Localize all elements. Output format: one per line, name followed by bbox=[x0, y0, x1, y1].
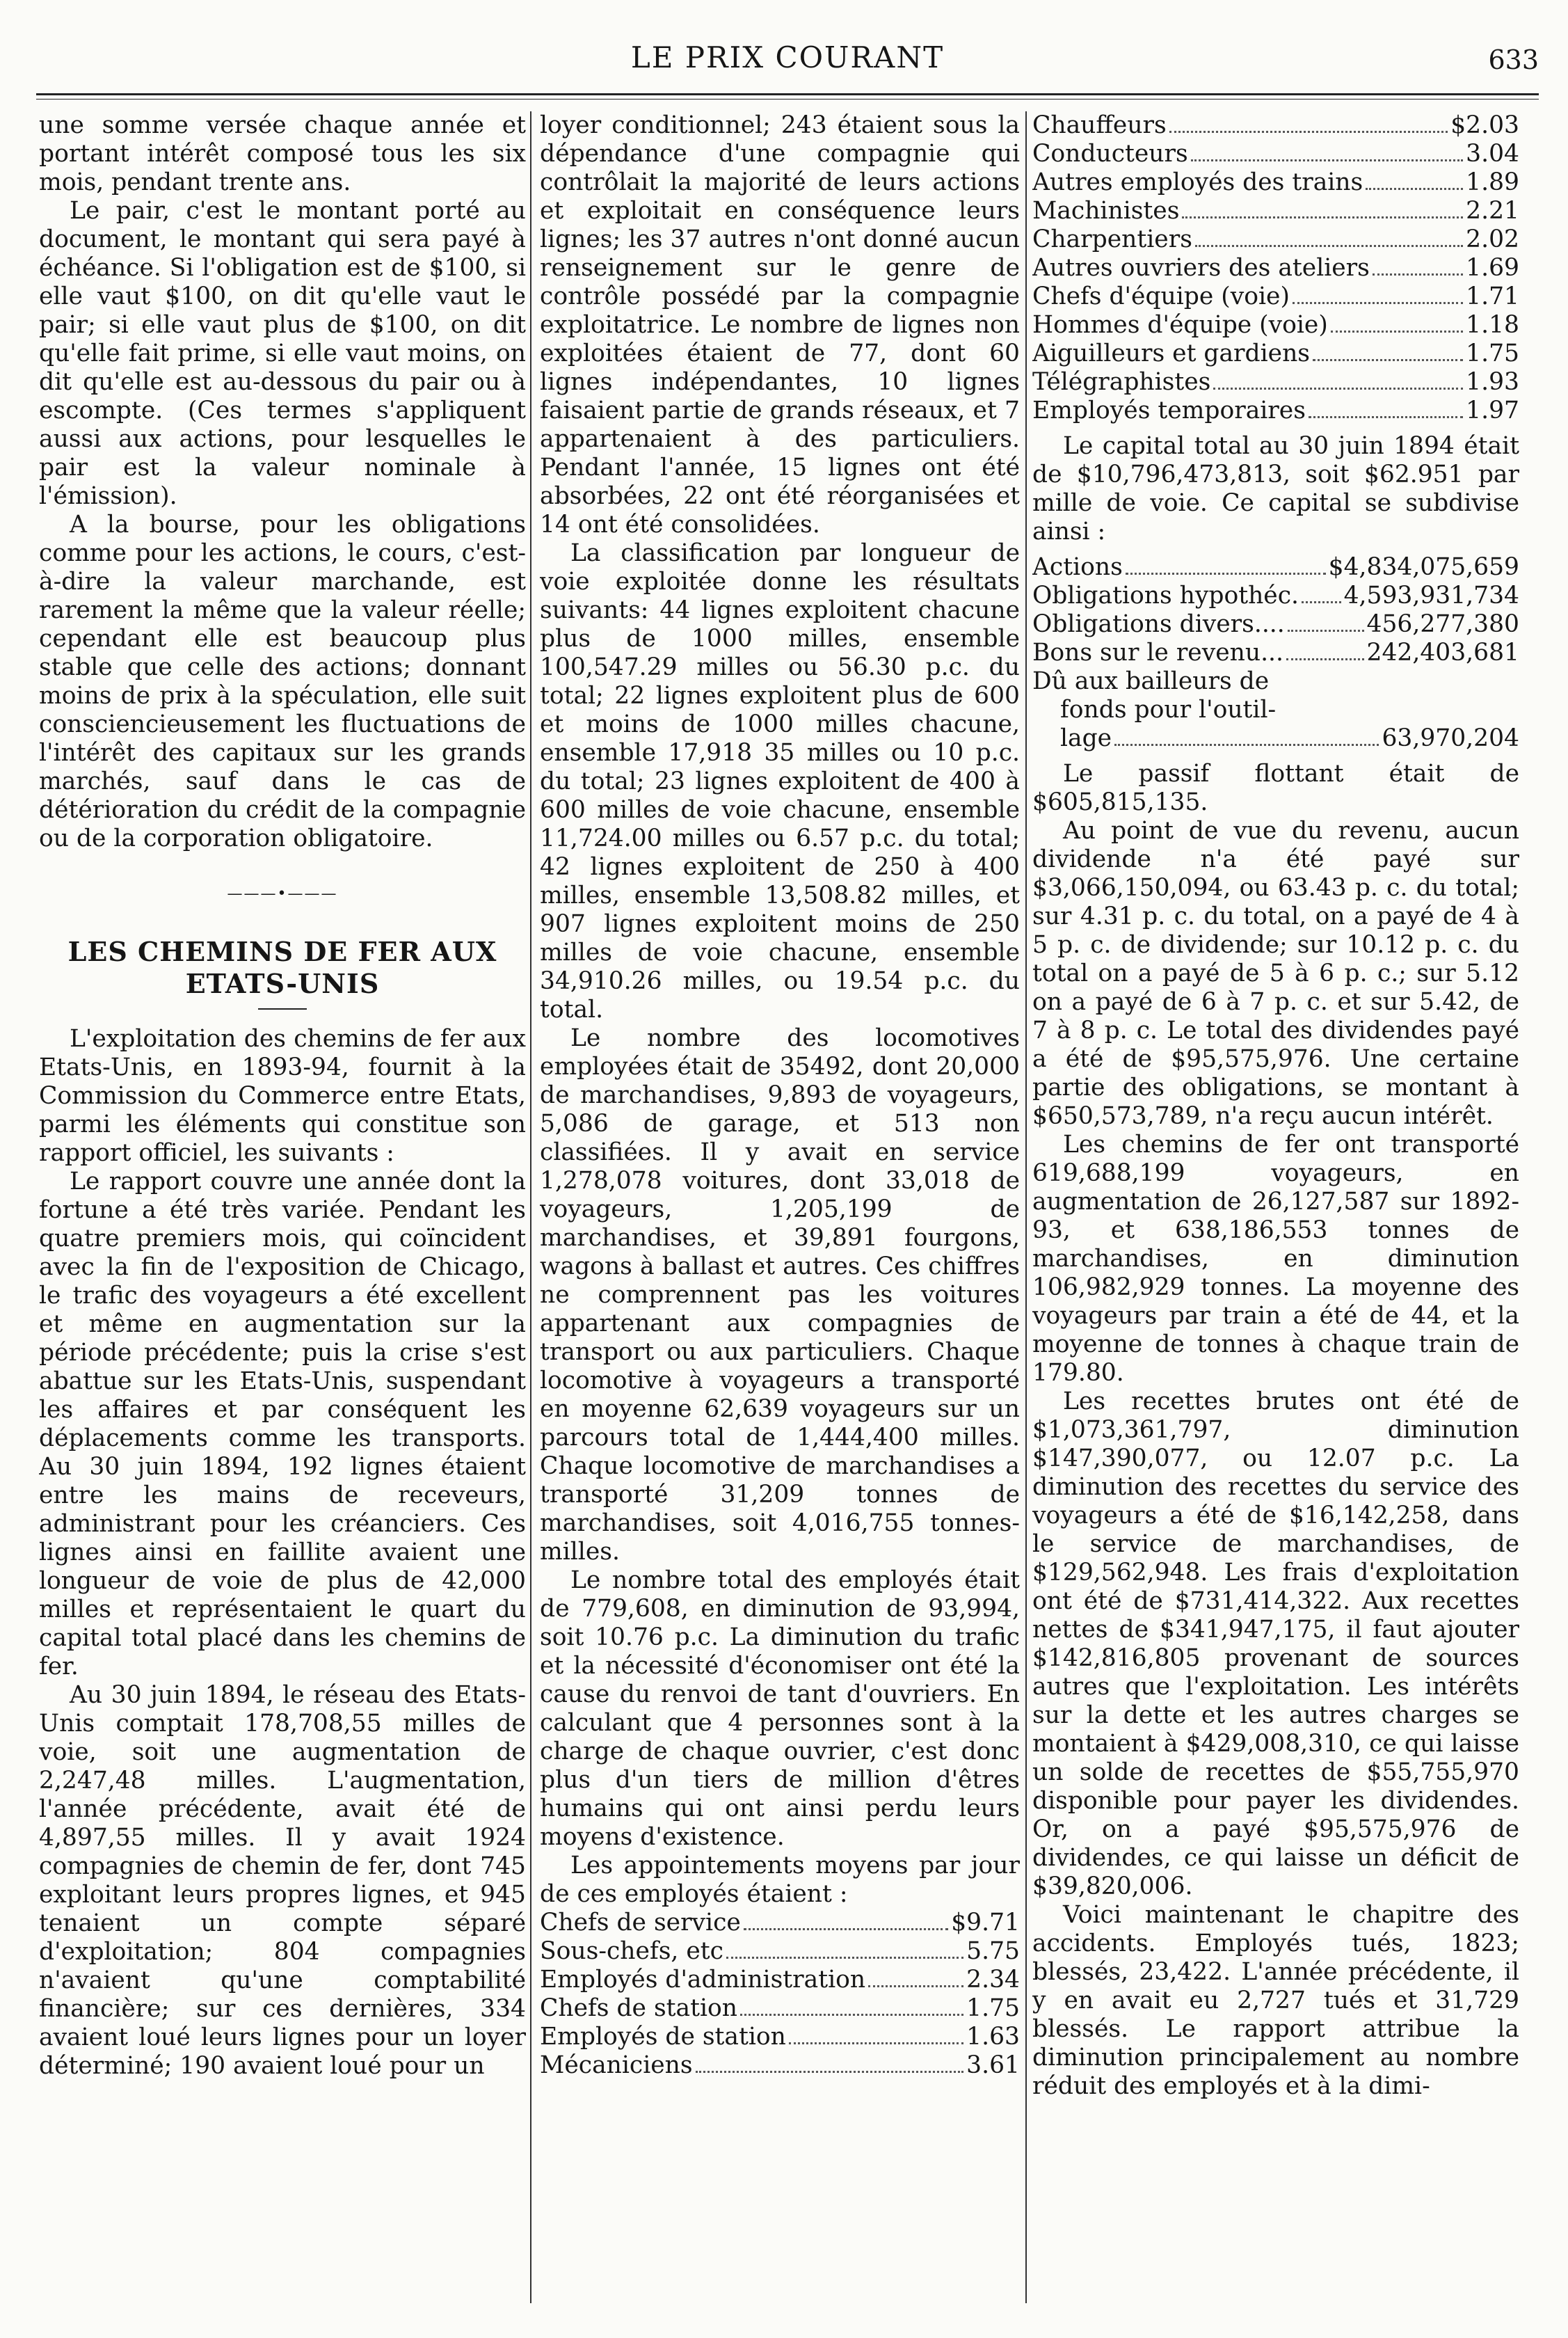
paragraph: une somme versée chaque année et portant intérêt composé tous les six mois, pendant trente ans. bbox=[39, 111, 526, 196]
article-heading bbox=[39, 936, 526, 1000]
wage-label: Employés de station bbox=[540, 2023, 786, 2051]
capital-row bbox=[1032, 582, 1519, 610]
wage-row bbox=[1032, 311, 1519, 340]
dot-leader bbox=[1169, 131, 1448, 133]
page-header bbox=[36, 40, 1539, 89]
wage-row bbox=[1032, 168, 1519, 197]
wage-value: 1.75 bbox=[1466, 340, 1519, 367]
wage-label: Employés d'administration bbox=[540, 1966, 866, 1994]
paragraph: Le capital total au 30 juin 1894 était de $10,796,473,813, soit $62.951 par mille de voie. Ce capital se subdivise ainsi : bbox=[1032, 432, 1519, 546]
dot-leader bbox=[1309, 416, 1463, 418]
wage-value: 1.75 bbox=[966, 1994, 1020, 2022]
capital-label: Obligations hypothéc. bbox=[1032, 582, 1299, 610]
dot-leader bbox=[1331, 331, 1463, 333]
capital-label: Actions bbox=[1032, 553, 1123, 581]
wage-row bbox=[1032, 197, 1519, 225]
wage-row bbox=[1032, 340, 1519, 368]
paragraph: Au point de vue du revenu, aucun dividende n'a été payé sur $3,066,150,094, ou 63.43 p. c. du total; sur 4.31 p. c. du total, on a payé de 4 à 5 p. c. de dividende; sur 10.12 p. c. du total on a payé de 5 à 6 p. c.; sur 5.12 on a payé de 6 à 7 p. c. et sur 5.42, de 7 à 8 p. c. Le total des dividendes payé a été de $95,575,976. Une certaine partie des obligations, se montant à $650,573,789, n'a reçu aucun intérêt. bbox=[1032, 817, 1519, 1130]
dot-leader bbox=[1213, 388, 1463, 390]
wage-value: 1.93 bbox=[1466, 368, 1519, 396]
capital-row bbox=[1032, 639, 1519, 667]
wage-value: 3.61 bbox=[966, 2051, 1020, 2079]
paragraph: Le rapport couvre une année dont la fortune a été très variée. Pendant les quatre premiers mois, qui coïncident avec la fin de l'exposition de Chicago, le trafic des voyageurs a été excellent et même en augmentation sur la période précédente; puis la crise s'est abattue sur les Etats-Unis, suspendant les affaires et par conséquent les déplacements comme les transports. Au 30 juin 1894, 192 lignes étaient entre les mains de receveurs, administrant pour les créanciers. Ces lignes ainsi en faillite avaient une longueur de voie de plus de 42,000 milles et représentaient le quart du capital total placé dans les chemins de fer. bbox=[39, 1168, 526, 1680]
paragraph: Les recettes brutes ont été de $1,073,361,797, diminution $147,390,077, ou 12.07 p.c. La diminution des recettes du service des voyageurs a été de $16,142,258, dans le service de marchandises, de $129,562,948. Les frais d'exploitation ont été de $731,414,322. Aux recettes nettes de $341,947,175, il faut ajouter $142,816,805 provenant de sources autres que l'exploitation. Les intérêts sur la dette et les autres charges se montaient à $429,008,310, ce qui laisse un solde de recettes de $55,755,970 disponible pour payer les dividendes. Or, on a payé $95,575,976 de dividendes, ce qui laisse un déficit de $39,820,006. bbox=[1032, 1387, 1519, 1900]
wage-label: Hommes d'équipe (voie) bbox=[1032, 311, 1328, 339]
capital-row bbox=[1032, 724, 1519, 753]
paragraph: Le passif flottant était de $605,815,135. bbox=[1032, 760, 1519, 816]
dot-leader bbox=[696, 2071, 964, 2073]
dot-leader bbox=[740, 2014, 963, 2016]
wage-row bbox=[540, 2051, 1020, 2080]
wage-label: Conducteurs bbox=[1032, 140, 1188, 168]
capital-value: 242,403,681 bbox=[1366, 639, 1519, 667]
article-heading-line: LES CHEMINS DE FER AUX bbox=[67, 936, 497, 967]
paragraph: Le nombre total des employés était de 779,608, en diminution de 93,994, soit 10.76 p.c. La diminution du trafic et la nécessité d'économiser ont été la cause du renvoi de tant d'ouvriers. En calculant que 4 personnes sont à la charge de chaque ouvrier, c'est donc plus d'un tiers de million d'êtres humains qui ont ainsi perdu leurs moyens d'existence. bbox=[540, 1566, 1020, 1851]
dot-leader bbox=[1182, 216, 1463, 218]
wage-label: Charpentiers bbox=[1032, 225, 1192, 253]
dot-leader bbox=[789, 2042, 963, 2044]
paragraph: Le pair, c'est le montant porté au document, le montant qui sera payé à échéance. Si l'obligation est de $100, si elle vaut $100, on dit qu'elle vaut le pair; si elle vaut plus de $100, on dit qu'elle fait prime, si elle vaut moins, on dit qu'elle est au-dessous du pair ou à escompte. (Ces termes s'appliquent aussi aux actions, pour lesquelles le pair est la valeur nominale à l'émission). bbox=[39, 197, 526, 510]
dot-leader bbox=[744, 1928, 948, 1930]
wages-table bbox=[540, 1909, 1020, 2080]
section-ornament: ———•——— bbox=[227, 885, 338, 902]
dot-leader bbox=[868, 1985, 963, 1987]
wage-value: 2.21 bbox=[1466, 197, 1519, 225]
column-1 bbox=[39, 111, 526, 2303]
capital-value: 4,593,931,734 bbox=[1343, 582, 1519, 610]
wage-label: Machinistes bbox=[1032, 197, 1180, 225]
paragraph: La classification par longueur de voie exploitée donne les résultats suivants: 44 lignes exploitent chacune plus de 1000 milles, ensemble 100,547.29 milles ou 56.30 p.c. du total; 22 lignes exploitent plus de 600 et moins de 1000 milles chacune, ensemble 17,918 35 milles ou 10 p.c. du total; 23 lignes exploitent de 400 à 600 milles de voie chacune, ensemble 11,724.00 milles ou 6.57 p.c. du total; 42 lignes exploitent de 250 à 400 milles, ensemble 13,508.82 milles, et 907 lignes exploitent moins de 250 milles de voie chacune, ensemble 34,910.26 milles, ou 19.54 p.c. du total. bbox=[540, 539, 1020, 1024]
wage-row bbox=[540, 1966, 1020, 1994]
dot-leader bbox=[1302, 601, 1341, 603]
spacer bbox=[1032, 425, 1519, 432]
dot-leader bbox=[1288, 630, 1364, 632]
capital-label: lage bbox=[1060, 724, 1112, 752]
capital-label: Obligations divers.... bbox=[1032, 610, 1285, 638]
wage-label: Employés temporaires bbox=[1032, 397, 1306, 424]
wage-label: Chefs de service bbox=[540, 1909, 741, 1937]
wages-table-continued bbox=[1032, 111, 1519, 425]
dot-leader bbox=[726, 1957, 963, 1959]
header-rule-thin bbox=[36, 99, 1539, 100]
wage-row bbox=[540, 1994, 1020, 2023]
wage-row bbox=[1032, 225, 1519, 254]
capital-row-multiline bbox=[1032, 667, 1519, 753]
paragraph: Voici maintenant le chapitre des accidents. Employés tués, 1823; blessés, 23,422. L'année précédente, il y en avait eu 2,727 tués et 31,729 blessés. Le rapport attribue la diminution principalement au nombre réduit des employés et à la dimi- bbox=[1032, 1901, 1519, 2100]
heading-rule bbox=[258, 1008, 307, 1010]
wage-label: Aiguilleurs et gardiens bbox=[1032, 340, 1311, 367]
paragraph: A la bourse, pour les obligations comme pour les actions, le cours, c'est-à-dire la valeur marchande, est rarement la même que la valeur réelle; cependant elle est beaucoup plus stable que celle des actions; donnant moins de prix à la spéculation, elle suit consciencieusement les fluctuations de l'intérêt des capitaux sur les grands marchés, sauf dans le cas de détérioration du crédit de la compagnie ou de la corporation obligatoire. bbox=[39, 511, 526, 852]
wage-row bbox=[540, 1909, 1020, 1937]
wage-value: 1.71 bbox=[1466, 283, 1519, 310]
spacer bbox=[1032, 546, 1519, 553]
dot-leader bbox=[1195, 245, 1463, 247]
wage-row bbox=[1032, 254, 1519, 283]
column-3 bbox=[1032, 111, 1519, 2303]
wage-label: Chefs d'équipe (voie) bbox=[1032, 283, 1290, 310]
page-number: 633 bbox=[1488, 45, 1539, 75]
dot-leader bbox=[1293, 302, 1463, 304]
wage-value: 1.97 bbox=[1466, 397, 1519, 424]
running-title: LE PRIX COURANT bbox=[630, 40, 945, 74]
wage-label: Sous-chefs, etc bbox=[540, 1937, 723, 1965]
column-divider bbox=[1025, 111, 1027, 2303]
wage-row bbox=[540, 2023, 1020, 2051]
dot-leader bbox=[1126, 573, 1326, 575]
wage-value: 2.02 bbox=[1466, 225, 1519, 253]
dot-leader bbox=[1313, 359, 1463, 361]
capital-label-line: fonds pour l'outil- bbox=[1060, 696, 1277, 724]
paragraph: Les appointements moyens par jour de ces employés étaient : bbox=[540, 1852, 1020, 1908]
wage-value: 2.34 bbox=[966, 1966, 1020, 1994]
paragraph: loyer conditionnel; 243 étaient sous la dépendance d'une compagnie qui contrôlait la majorité de leurs actions et exploitait en conséquence leurs lignes; les 37 autres n'ont donné aucun renseignement sur le genre de contrôle possédé par la compagnie exploitatrice. Le nombre de lignes non exploitées étaient de 77, dont 60 lignes indépendantes, 10 lignes faisaient partie de grands réseaux, et 7 appartenaient à des particuliers. Pendant l'année, 15 lignes ont été absorbées, 22 ont été réorganisées et 14 ont été consolidées. bbox=[540, 111, 1020, 539]
paragraph: Le nombre des locomotives employées était de 35492, dont 20,000 de marchandises, 9,893 de voyageurs, 5,086 de garage, et 513 non classifiées. Il y avait en service 1,278,078 voitures, dont 33,018 de voyageurs, 1,205,199 de marchandises, et 39,891 fourgons, wagons à ballast et autres. Ces chiffres ne comprennent pas les voitures appartenant aux compagnies de transport ou aux particuliers. Chaque locomotive à voyageurs a transporté en moyenne 62,639 voyageurs sur un parcours total de 1,444,400 milles. Chaque locomotive de marchandises a transporté 31,209 tonnes de marchandises, soit 4,016,755 tonnes-milles. bbox=[540, 1024, 1020, 1566]
capital-row bbox=[1032, 553, 1519, 582]
wage-value: 5.75 bbox=[966, 1937, 1020, 1965]
wage-row bbox=[1032, 283, 1519, 311]
capital-row bbox=[1032, 610, 1519, 639]
dot-leader bbox=[1191, 159, 1463, 161]
wage-label: Chefs de station bbox=[540, 1994, 737, 2022]
dot-leader bbox=[1373, 273, 1463, 276]
wage-value: 3.04 bbox=[1466, 140, 1519, 168]
dot-leader bbox=[1366, 188, 1463, 190]
header-rule bbox=[36, 93, 1539, 95]
column-2 bbox=[540, 111, 1020, 2303]
paragraph: Les chemins de fer ont transporté 619,688,199 voyageurs, en augmentation de 26,127,587 sur 1892-93, et 638,186,553 tonnes de marchandises, en diminution 106,982,929 tonnes. La moyenne des voyageurs par train a été de 44, et la moyenne de tonnes à chaque train de 179.80. bbox=[1032, 1131, 1519, 1387]
wage-row bbox=[1032, 140, 1519, 168]
wage-value: $2.03 bbox=[1450, 111, 1519, 139]
wage-value: 1.63 bbox=[966, 2023, 1020, 2051]
wage-label: Mécaniciens bbox=[540, 2051, 693, 2079]
wage-row bbox=[1032, 111, 1519, 140]
paragraph: Au 30 juin 1894, le réseau des Etats-Unis comptait 178,708,55 milles de voie, soit une augmentation de 2,247,48 milles. L'augmentation, l'année précédente, avait été de 4,897,55 milles. Il y avait 1924 compagnies de chemin de fer, dont 745 exploitant leurs propres lignes, et 945 tenaient un compte séparé d'exploitation; 804 compagnies n'avaient qu'une comptabilité financière; sur ces dernières, 334 avaient loué leurs lignes pour un loyer déterminé; 190 avaient loué pour un bbox=[39, 1681, 526, 2080]
dot-leader bbox=[1286, 658, 1364, 660]
wage-value: 1.69 bbox=[1466, 254, 1519, 282]
dot-leader bbox=[1114, 744, 1379, 746]
capital-label-line: Dû aux bailleurs de bbox=[1032, 667, 1270, 695]
capital-label: Bons sur le revenu... bbox=[1032, 639, 1283, 667]
capital-value: 63,970,204 bbox=[1382, 724, 1519, 752]
wage-label: Autres ouvriers des ateliers bbox=[1032, 254, 1370, 282]
wage-row bbox=[1032, 368, 1519, 397]
capital-table bbox=[1032, 553, 1519, 753]
wage-row bbox=[1032, 397, 1519, 425]
column-divider bbox=[530, 111, 531, 2303]
wage-label: Télégraphistes bbox=[1032, 368, 1211, 396]
capital-value: $4,834,075,659 bbox=[1328, 553, 1519, 581]
wage-value: 1.89 bbox=[1466, 168, 1519, 196]
article-heading-line: ETATS-UNIS bbox=[185, 968, 380, 999]
capital-value: 456,277,380 bbox=[1366, 610, 1519, 638]
paragraph: L'exploitation des chemins de fer aux Etats-Unis, en 1893-94, fournit à la Commission du Commerce entre Etats, parmi les éléments qui constitue son rapport officiel, les suivants : bbox=[39, 1025, 526, 1167]
spacer bbox=[1032, 753, 1519, 760]
wage-row bbox=[540, 1937, 1020, 1966]
wage-label: Chauffeurs bbox=[1032, 111, 1167, 139]
wage-value: $9.71 bbox=[951, 1909, 1020, 1937]
wage-label: Autres employés des trains bbox=[1032, 168, 1363, 196]
wage-value: 1.18 bbox=[1466, 311, 1519, 339]
